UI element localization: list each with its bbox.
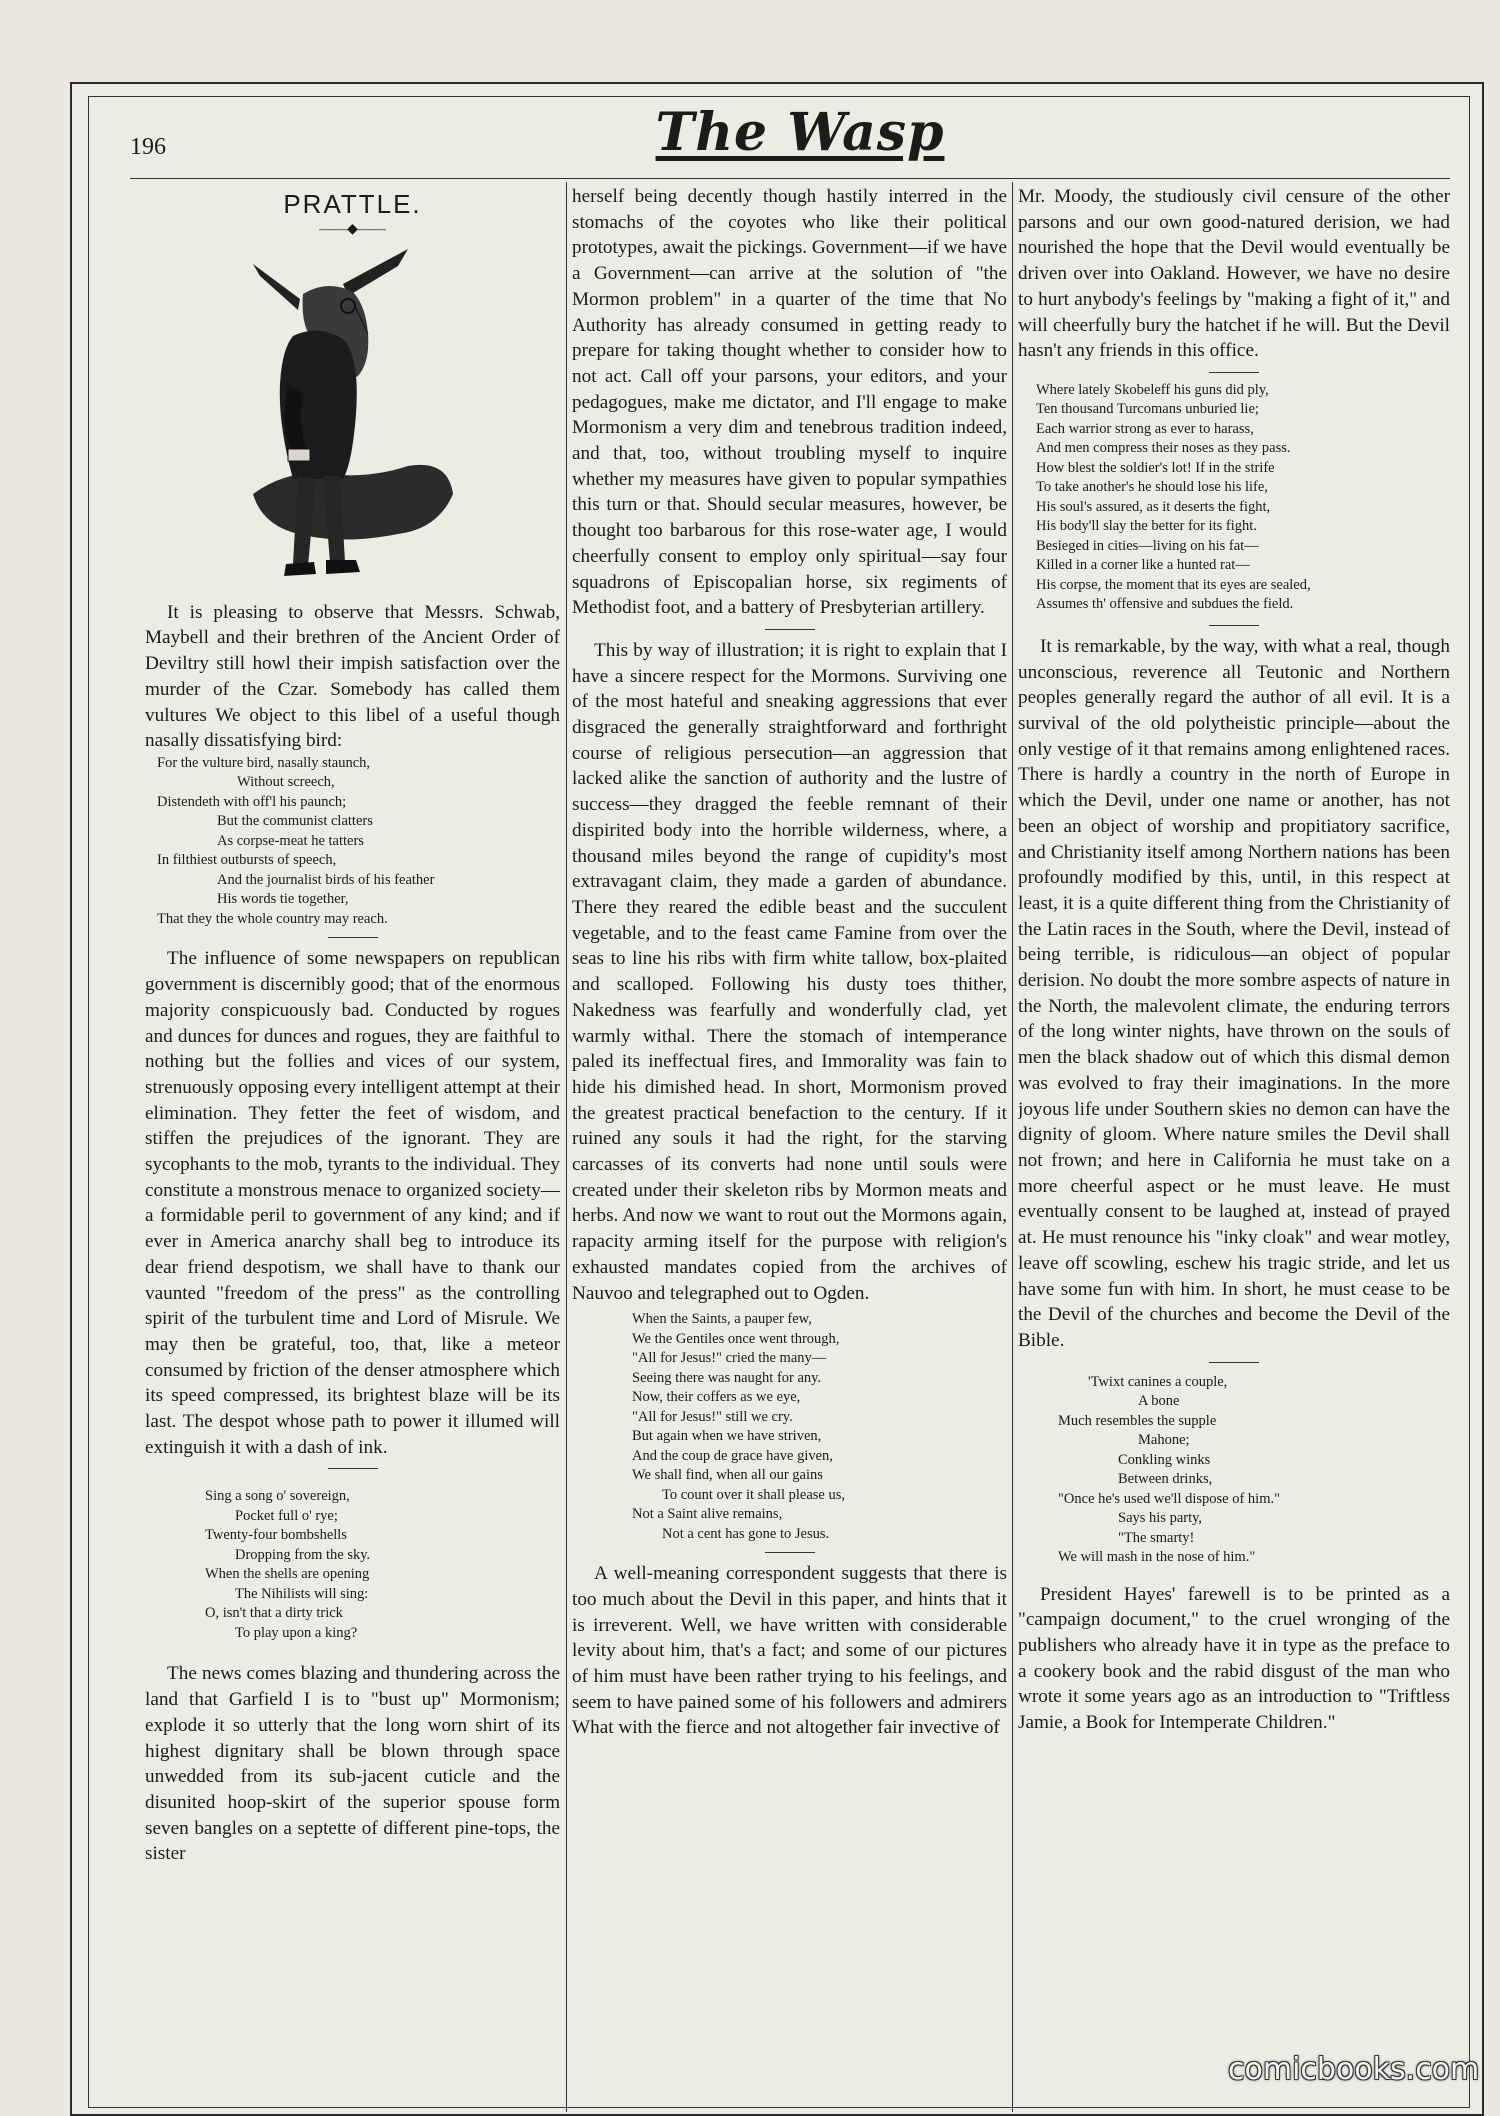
column-divider <box>566 182 567 2112</box>
verse-line: And the journalist birds of his feather <box>217 871 435 888</box>
verse-line: Much resembles the supple <box>1058 1412 1217 1429</box>
verse-line: Twenty-four bombshells <box>205 1527 347 1544</box>
column-3 <box>1018 184 1450 2079</box>
column-divider <box>1012 182 1013 2112</box>
page-number: 196 <box>130 134 166 160</box>
verse-line: Ten thousand Turcomans unburied lie; <box>1036 401 1259 418</box>
verse-line: His body'll slay the better for its fight. <box>1036 518 1257 535</box>
verse-line: When the shells are opening <box>205 1566 370 1583</box>
verse-line: "All for Jesus!" still we cry. <box>632 1408 793 1425</box>
verse-line: A bone <box>1138 1393 1180 1410</box>
verse-line: Assumes th' offensive and subdues the field. <box>1036 596 1294 613</box>
verse-line: In filthiest outbursts of speech, <box>157 852 337 869</box>
verse-line: His corpse, the moment that its eyes are sealed, <box>1036 576 1311 593</box>
verse-line: But again when we have striven, <box>632 1428 822 1445</box>
verse-block <box>145 1487 560 1643</box>
page-header <box>130 100 1450 180</box>
verse-line: Each warrior strong as ever to harass, <box>1036 420 1254 437</box>
verse-line: Mahone; <box>1138 1432 1190 1449</box>
verse-line: 'Twixt canines a couple, <box>1088 1373 1228 1390</box>
header-rule <box>130 178 1450 179</box>
paragraph: herself being decently though hastily interred in the stomachs of the coyotes who like their political prototypes, await the pickings. Government—if we have a Government—can arrive at the solution of "the Mormon problem" in a quarter of the time that No Authority has already consumed in getting ready to prepare for taking thought whether to consider how to not act. Call off your parsons, your editors, and your pedagogues, make me dictator, and I'll engage to make Mormonism a very dim and tenebrous tradition indeed, and that, too, without troubling myself to inquire whether my measures have given to popular sympathies this turn or that. Should secular measures, however, be thought too barbarous for this rose-water age, I would cheerfully consent to employ only spiritual—say four squadrons of Episcopalian horse, six regiments of Methodist foot, and a battery of Presbyterian artillery. <box>572 186 1007 619</box>
paragraph: The influence of some newspapers on republican government is discernibly good; that of the enormous majority conspicuously bad. Conducted by rogues and dunces for dunces and rogues, they are faithful to nothing but the follies and vices of our system, strenuously opposing every intelligent attempt at their elimination. They fetter the feet of wisdom, and stiffen the prejudices of the ignorant. They are sycophants to the mob, tyrants to the individual. They constitute a monstrous menace to organized society—a formidable peril to government of any kind; and if ever in America anarchy shall beg to introduce its dear friend despotism, we shall have to thank our vaunted "freedom of the press" as the controlling spirit of the turbulent time and Lord of Misrule. We may then be grateful, too, that, like a meteor consumed by friction of the denser atmosphere which its speed compressed, its brightest blaze will be its last. The despot whose path to power it illumed will extinguish it with a dash of ink. <box>145 948 560 1458</box>
verse-line: Sing a song o' sovereign, <box>205 1488 350 1505</box>
verse-line: His soul's assured, as it deserts the fight, <box>1036 498 1271 515</box>
verse-line: Without screech, <box>237 774 335 791</box>
paragraph: Mr. Moody, the studiously civil censure of the other parsons and our own good-natured derision, we had nourished the hope that the Devil would eventually be driven over into Oakland. However, we have no desire to hurt anybody's feelings by "making a fight of it," and will cheerfully bury the hatchet if he will. But the Devil hasn't any friends in this office. <box>1018 186 1450 362</box>
verse-line: We shall find, when all our gains <box>632 1467 823 1484</box>
verse-line: That they the whole country may reach. <box>157 910 388 927</box>
paragraph: It is remarkable, by the way, with what a real, though unconscious, reverence all Teutonic and Northern peoples generally regard the author of all evil. It is a survival of the old polytheistic principle—about the only vestige of it that remains among enlightened races. There is hardly a country in the north of Europe in which the Devil, under one name or another, has not been an object of worship and propitiatory sacrifice, and Christianity itself among Northern nations has been profoundly modified by this, until, in this respect at least, it is a quite different thing from the Christianity of the Latin races in the South, where the Devil, instead of being terrible, is ridiculous—an object of popular derision. No doubt the more sombre aspects of nature in the North, the malevolent climate, the enduring terrors of the long winter nights, have thrown on the souls of men the black shadow out of which this dismal demon was evolved to fray their imaginations. In the more joyous life under Southern skies no demon can have the dignity of gloom. Where nature smiles the Devil shall not frown; and here in California he must take on a more cheerful aspect or he must leave. He must eventually consent to be laughed at, instead of prayed at. He must renounce his "inky cloak" and wear motley, leave off scowling, eschew his tragic stride, and let us have some fun with him. In short, he must cease to be the Devil of the churches and become the Devil of the Bible. <box>1018 635 1450 1351</box>
verse-line: Conkling winks <box>1118 1451 1211 1468</box>
verse-line: Dropping from the sky. <box>235 1546 371 1563</box>
verse-line: To take another's he should lose his life, <box>1036 479 1268 496</box>
verse-line: To play upon a king? <box>235 1624 358 1641</box>
masthead-title: The Wasp <box>655 102 945 163</box>
verse-line: Killed in a corner like a hunted rat— <box>1036 557 1250 574</box>
donkey-man-illustration <box>248 244 458 584</box>
section-rule <box>765 1552 815 1553</box>
verse-line: "The smarty! <box>1118 1529 1195 1546</box>
paragraph: This by way of illustration; it is right to explain that I have a sincere respect for the Mormons. Surviving one of the most hateful and sneaking aggressions that ever disgraced the generally straightforward and forthright course of religious persecution—an aggression that lacked alike the sanction of authority and the lustre of success—they dragged the feeble remnant of their dispirited body into the horrible wilderness, where, a thousand miles beyond the range of cupidity's most extravagant claim, they made a garden of abundance. There they reared the edible beast and the succulent vegetable, and to the feast came Famine from over the seas to line his ribs with firm white tallow, box-plaited and scalloped. Following his dusty toes thither, Nakedness was fearfully and wonderfully clad, yet warmly withal. There the stomach of intemperance paled its ineffectual fires, and Immorality was fain to hide his dimished head. In short, Mormonism proved the greatest practical benefaction to the century. If it ruined any souls it had the right, for the starving carcasses of its converts had none until souls were created under their skeleton ribs by Mormon meats and herbs. And now we want to rout out the Mormons again, rapacity arming itself for the purpose with religion's exhausted mandates copied from the archives of Nauvoo and telegraphed out to Ogden. <box>572 639 1007 1304</box>
section-heading: PRATTLE. <box>283 189 422 219</box>
section-rule <box>328 1468 378 1469</box>
verse-line: Where lately Skobeleff his guns did ply, <box>1036 381 1269 398</box>
paragraph: It is pleasing to observe that Messrs. Schwab, Maybell and their brethren of the Ancient Order of Deviltry still howl their impish satisfaction over the murder of the Czar. Somebody has called them vultures We object to this libel of a useful though nasally dissatisfying bird: <box>145 601 560 752</box>
verse-line: And men compress their noses as they pass. <box>1036 440 1291 457</box>
paragraph: The news comes blazing and thundering across the land that Garfield I is to "bust up" Mormonism; explode it so utterly that the long worn shirt of its highest dignitary shall be blown through space unwedded from its sub-jacent cuticle and the disunited hoop-skirt of the superior spouse form seven bangles on a septette of different pine-tops, the sister <box>145 1663 560 1865</box>
verse-block <box>145 754 560 930</box>
section-rule <box>1209 372 1259 373</box>
verse-line: "All for Jesus!" cried the many— <box>632 1350 827 1367</box>
verse-line: But the communist clatters <box>217 813 373 830</box>
section-rule <box>765 629 815 630</box>
site-watermark: comicbooks.com <box>1228 2052 1480 2087</box>
verse-line: The Nihilists will sing: <box>235 1585 369 1602</box>
verse-line: Between drinks, <box>1118 1471 1213 1488</box>
verse-block <box>1018 381 1450 615</box>
heading-ornament: ——◆—— <box>319 221 386 237</box>
verse-line: How blest the soldier's lot! If in the strife <box>1036 459 1275 476</box>
section-rule <box>328 937 378 938</box>
verse-line: As corpse-meat he tatters <box>217 832 364 849</box>
verse-line: Besieged in cities—living on his fat— <box>1036 537 1259 554</box>
paragraph: President Hayes' farewell is to be printed as a "campaign document," to the cruel wronging of the publishers who already have it in type as the preface to a cookery book and the rabid disgust of the man who wrote it some years ago as an introduction to "Triftless Jamie, a Book for Intemperate Children." <box>1018 1583 1450 1734</box>
verse-line: Says his party, <box>1118 1510 1203 1527</box>
column-2 <box>572 184 1007 2079</box>
verse-line: His words tie together, <box>217 891 349 908</box>
verse-line: To count over it shall please us, <box>662 1486 846 1503</box>
verse-line: And the coup de grace have given, <box>632 1447 833 1464</box>
verse-line: Seeing there was naught for any. <box>632 1369 822 1386</box>
verse-line: When the Saints, a pauper few, <box>632 1311 812 1328</box>
verse-line: O, isn't that a dirty trick <box>205 1605 343 1622</box>
section-rule <box>1209 1362 1259 1363</box>
section-rule <box>1209 625 1259 626</box>
verse-line: "Once he's used we'll dispose of him." <box>1058 1490 1281 1507</box>
verse-line: Not a cent has gone to Jesus. <box>662 1525 830 1542</box>
verse-line: Distendeth with off'l his paunch; <box>157 793 347 810</box>
verse-block <box>1018 1373 1450 1568</box>
verse-line: Now, their coffers as we eye, <box>632 1389 801 1406</box>
paragraph: A well-meaning correspondent suggests that there is too much about the Devil in this paper, and hints that it is irreverent. Well, we have written with considerable levity about him, that's a fact; and some of our pictures of him must have been rather trying to his feelings, and seem to have pained some of his followers and admirers What with the fierce and not altogether fair invective of <box>572 1563 1007 1739</box>
verse-line: We the Gentiles once went through, <box>632 1330 840 1347</box>
verse-block <box>572 1310 1007 1544</box>
column-1 <box>145 184 560 2079</box>
verse-line: We will mash in the nose of him." <box>1058 1549 1256 1566</box>
verse-line: For the vulture bird, nasally staunch, <box>157 754 371 771</box>
verse-line: Not a Saint alive remains, <box>632 1506 783 1523</box>
verse-line: Pocket full o' rye; <box>235 1507 338 1524</box>
